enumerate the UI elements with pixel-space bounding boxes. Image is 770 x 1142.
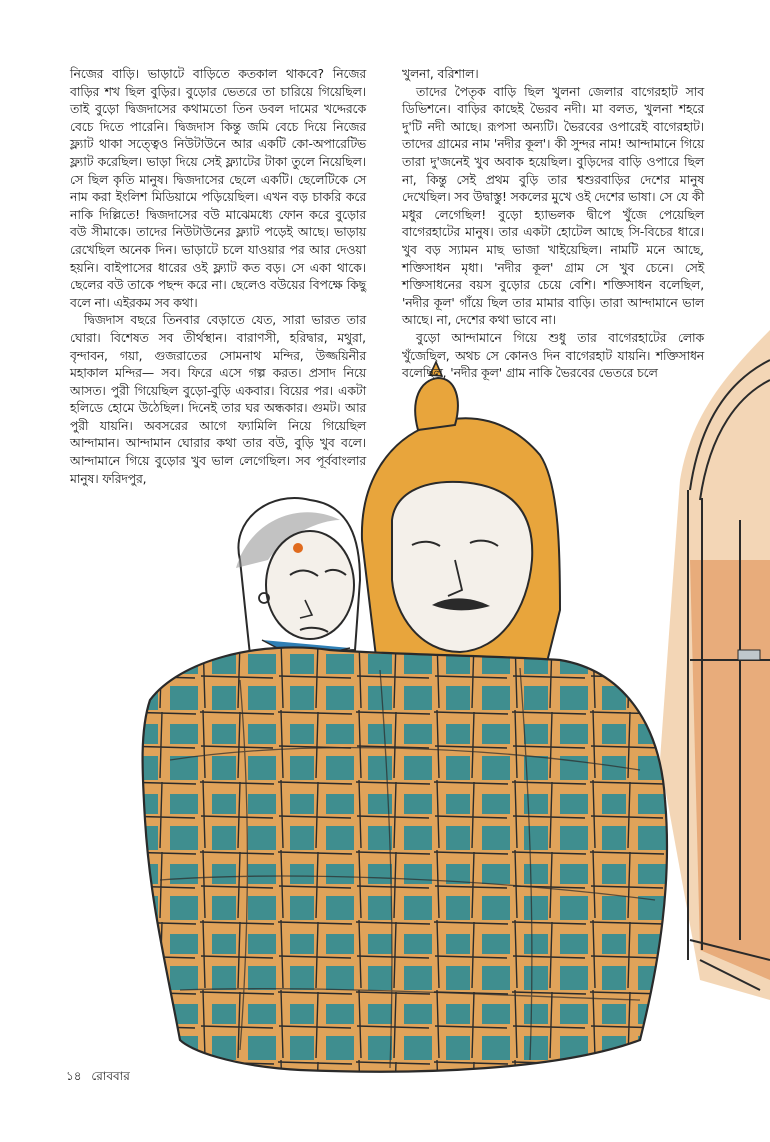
paragraph: দ্বিজদাস বছরে তিনবার বেড়াতে যেত, সারা ভারত তার ঘোরা। বিশেষত সব তীর্থস্থান। বারাণসী, হরিদ্বার, মথুরা, বৃন্দাবন, গয়া, গুজরাতের সোমনাথ মন্দির, উজ্জয়িনীর মহাকাল মন্দির— সব। ফিরে এসে গল্প করত। প্রসাদ নিয়ে আসত। পুরী গিয়েছিল বুড়ো-বুড়ি একবার। বিয়ের পর। একটা হলিডে হোমে উঠেছিল। দিনেই তার ঘর অন্ধকার। গুমট। আর পুরী যায়নি। অবসরের আগে ফ্যামিলি নিয়ে গিয়েছিল আন্দামান। আন্দামান ঘোরার কথা তার বউ, বুড়ি খুব বলে। আন্দামানে গিয়ে বুড়োর খুব ভাল লেগেছিল। সব পূর্ববাংলার মানুষ। ফরিদপুর, [70,313,366,486]
paragraph: তাদের পৈতৃক বাড়ি ছিল খুলনা জেলার বাগেরহাট সাব ডিভিশনে। বাড়ির কাছেই ভৈরব নদী। মা বলত, খুলনা শহরে দু'টি নদী আছে। রূপসা অন্যটি। ভৈরবের ওপারেই বাগেরহাট। তাদের গ্রামের নাম 'নদীর কূল'। কী সুন্দর নাম! আন্দামানে গিয়ে তারা দু'জনেই খুব অবাক হয়েছিল। বুড়িদের বাড়ি ওপারে ছিল না, কিন্তু সেই প্রথম বুড়ি তার শ্বশুরবাড়ির দেশের মানুষ দেখেছিল। সব উদ্বাস্তু! সকলের মুখে ওই দেশের ভাষা। সে যে কী মধুর লেগেছিল! বুড়ো হ্যাভলক দ্বীপে খুঁজে পেয়েছিল বাগেরহাটের মানুষ। তার একটা হোটেল আছে সি-বিচের ধারে। খুব বড় স্যামন মাছ ভাজা খাইয়েছিল। নামটি মনে আছে, শক্তিসাধন মৃধা। 'নদীর কূল' গ্রাম সে খুব চেনে। সেই শক্তিসাধনের বয়স বুড়োর চেয়ে বেশি। শক্তিসাধন বলেছিল, 'নদীর কূল' গাঁয়ে ছিল তার মামার বাড়ি। তারা আন্দামানে ভাল আছে। না, দেশের কথা ভাবে না। [402,84,704,328]
paragraph: বুড়ো আন্দামানে গিয়ে শুধু তার বাগেরহাটের লোক খুঁজেছিল, অথচ সে কোনও দিন বাগেরহাট যায়নি। শক্তিসাধন বলেছিল, 'নদীর কূল' গ্রাম নাকি ভৈরবের ভেতরে চলে [402,330,704,381]
article-left-column [70,66,366,488]
window-latch [738,650,760,660]
paragraph: খুলনা, বরিশাল। [402,67,479,81]
article-right-column [402,66,704,383]
checked-blanket [143,647,667,1071]
section-name: রোববার [91,1069,130,1083]
page-footer [66,1068,136,1088]
paragraph: নিজের বাড়ি। ভাড়াটে বাড়িতে কতকাল থাকবে? নিজের বাড়ির শখ ছিল বুড়ির। বুড়োর ভেতরে তা চারিয়ে গিয়েছিল। তাই বুড়ো দ্বিজদাসের কথামতো তিন ডবল দামের খদ্দেরকে বেচে দিতে পারেনি। দ্বিজদাস কিন্তু জমি বেচে দিয়ে নিজের ফ্ল্যাট থাকা সত্ত্বেও নিউটাউনে আর একটি কো-অপারেটিভ ফ্ল্যাট করেছিল। ভাড়া দিয়ে সেই ফ্ল্যাটের টাকা তুলে নিয়েছিল। সে ছিল কৃতি মানুষ। দ্বিজদাসের ছেলে একটি। ছেলেটিকে সে নাম করা ইংলিশ মিডিয়ামে পড়িয়েছিল। এখন বড় চাকরি করে নাকি দিল্লিতে! দ্বিজদাসের বউ মাঝেমধ্যে ফোন করে বুড়োর বউ সীমাকে। তাদের নিউটাউনের ফ্ল্যাট পড়েই আছে। ভাড়ায় রেখেছিল অনেক দিন। ভাড়াটে চলে যাওয়ার পর আর দেওয়া হয়নি। বাইপাসের ধারের ওই ফ্ল্যাট কত বড়। সে একা থাকে। ছেলের বউ তাকে পছন্দ করে না। ছেলেও বউয়ের বিপক্ষে কিছু বলে না। এইরকম সব কথা। [70,67,366,310]
page-number: ১৪ [66,1069,82,1083]
bindi [293,543,303,553]
woman-figure [236,498,360,660]
